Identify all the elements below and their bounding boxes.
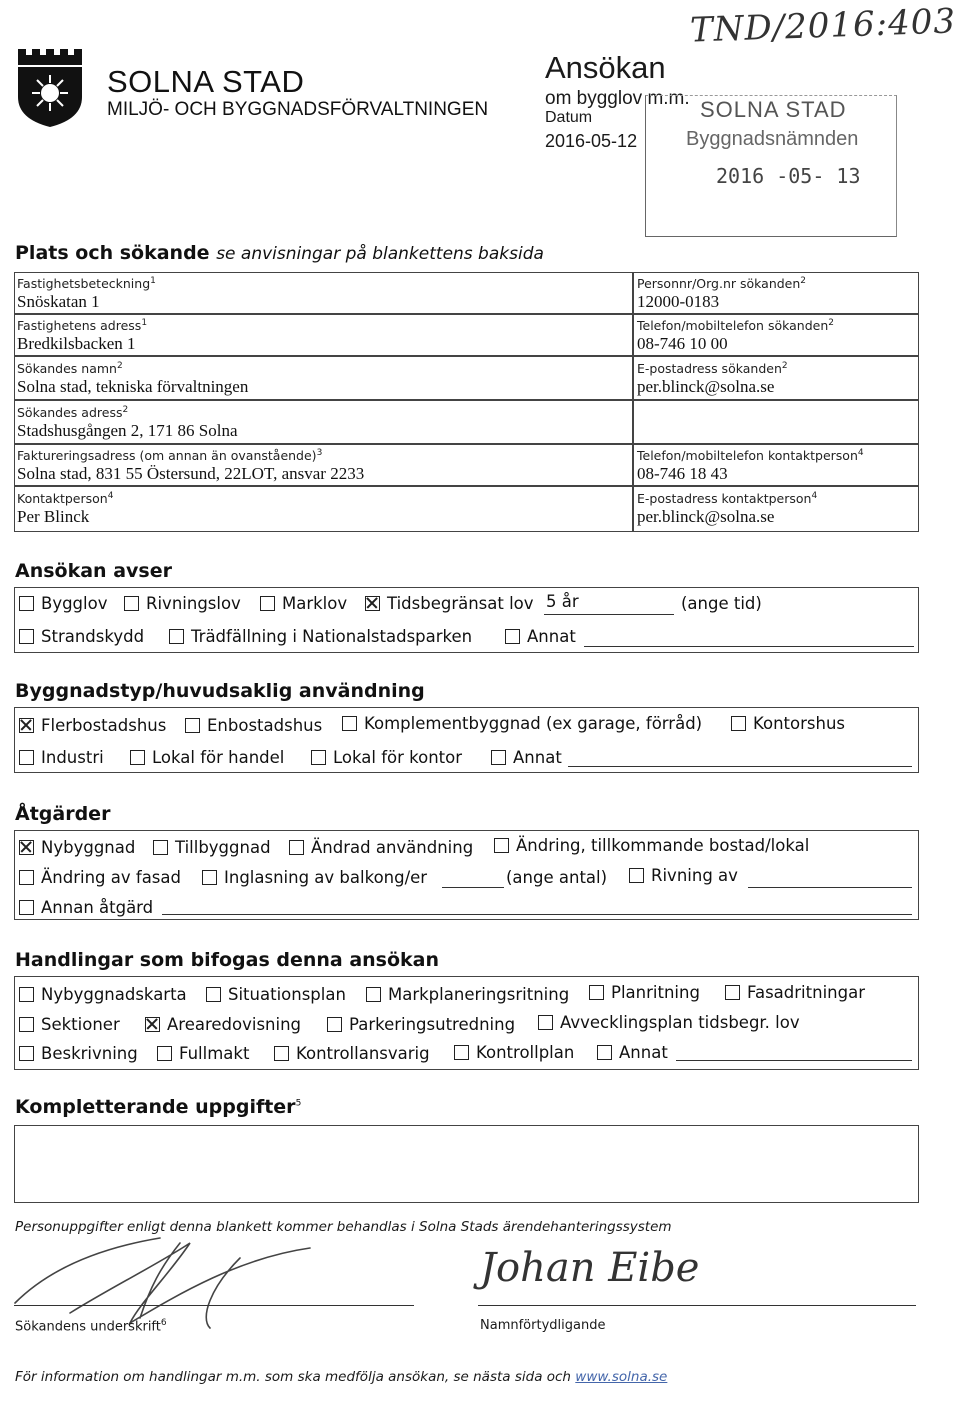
option-annat-application[interactable]: Annat: [505, 627, 576, 646]
phone-label: Telefon/mobiltelefon sökanden$^2$: [637, 318, 834, 334]
email-value[interactable]: per.blinck@solna.se: [637, 377, 775, 396]
checkbox[interactable]: [19, 750, 34, 765]
option-annat-attachments[interactable]: Annat: [597, 1043, 668, 1062]
checkbox[interactable]: [19, 900, 34, 915]
checkbox[interactable]: [130, 750, 145, 765]
checkbox[interactable]: [505, 629, 520, 644]
checkbox[interactable]: [185, 718, 200, 733]
checkbox[interactable]: [202, 870, 217, 885]
option-planritning[interactable]: Planritning: [589, 983, 700, 1002]
solna-coat-of-arms-logo: [14, 45, 86, 130]
option-annat-building[interactable]: Annat: [491, 748, 562, 767]
option-strandskydd[interactable]: Strandskydd: [19, 627, 144, 646]
checkbox[interactable]: [731, 716, 746, 731]
option-fasadritningar[interactable]: Fasadritningar: [725, 983, 865, 1002]
section-title-supplement: Kompletterande uppgifter$^5$: [15, 1096, 302, 1118]
checkbox[interactable]: [153, 840, 168, 855]
checkbox[interactable]: [491, 750, 506, 765]
checkbox[interactable]: [454, 1045, 469, 1060]
contact-label: Kontaktperson$^4$: [17, 491, 114, 507]
document-title: Ansökan: [545, 50, 666, 85]
checkbox[interactable]: [289, 840, 304, 855]
option-andrad-anvandning[interactable]: Ändrad användning: [289, 838, 473, 857]
applicant-address-value[interactable]: Stadshusgången 2, 171 86 Solna: [17, 421, 238, 440]
option-avvecklingsplan[interactable]: Avvecklingsplan tidsbegr. lov: [538, 1013, 800, 1032]
org-department: MILJÖ- OCH BYGGNADSFÖRVALTNINGEN: [107, 99, 489, 120]
option-markplaneringsritning[interactable]: Markplaneringsritning: [366, 985, 569, 1004]
checkbox[interactable]: [274, 1046, 289, 1061]
email-label: E-postadress sökanden$^2$: [637, 361, 788, 377]
option-enbostadshus[interactable]: Enbostadshus: [185, 716, 322, 735]
applicant-name-value[interactable]: Solna stad, tekniska förvaltningen: [17, 377, 249, 396]
document-subtitle: om bygglov m.m.: [545, 88, 690, 109]
option-parkeringsutredning[interactable]: Parkeringsutredning: [327, 1015, 515, 1034]
option-andring-tillkommande[interactable]: Ändring, tillkommande bostad/lokal: [494, 836, 809, 855]
section-title-place: [15, 242, 544, 264]
contact-phone-value[interactable]: 08-746 18 43: [637, 464, 728, 483]
checkbox[interactable]: [19, 629, 34, 644]
section-title-attachments: Handlingar som bifogas denna ansökan: [15, 949, 440, 971]
date-value: 2016-05-12: [545, 131, 638, 151]
checkbox[interactable]: [19, 870, 34, 885]
option-sektioner[interactable]: Sektioner: [19, 1015, 120, 1034]
personal-data-note: Personuppgifter enligt denna blankett kommer behandlas i Solna Stads ärendehanteringssystem: [15, 1219, 672, 1235]
section-title-actions: Åtgärder: [15, 803, 111, 825]
printed-name-handwritten: Johan Eibe: [480, 1245, 700, 1291]
org-name: SOLNA STAD: [107, 64, 305, 99]
section-title-application: Ansökan avser: [15, 560, 172, 582]
stamp-date: 2016 -05- 13: [716, 164, 861, 188]
checkbox[interactable]: [169, 629, 184, 644]
checkbox[interactable]: [19, 1046, 34, 1061]
checkbox[interactable]: [538, 1015, 553, 1030]
signature-line: [14, 1305, 414, 1306]
name-clarification-label: Namnförtydligande: [480, 1318, 606, 1333]
name-line: [478, 1305, 916, 1306]
checkbox[interactable]: [725, 985, 740, 1000]
option-nybyggnadskarta[interactable]: Nybyggnadskarta: [19, 985, 187, 1004]
address-value[interactable]: Bredkilsbacken 1: [17, 334, 136, 353]
checkbox-checked[interactable]: [145, 1017, 160, 1032]
applicant-table: [14, 272, 919, 532]
checkbox[interactable]: [342, 716, 357, 731]
count-hint: (ange antal): [506, 868, 608, 887]
address-label: Fastighetens adress$^1$: [17, 318, 148, 334]
applicant-name-label: Sökandes namn$^2$: [17, 361, 123, 377]
stamp-department: Byggnadsnämnden: [686, 128, 859, 150]
checkbox[interactable]: [124, 596, 139, 611]
option-komplementbyggnad[interactable]: Komplementbyggnad (ex garage, förråd): [342, 714, 702, 733]
info-note: För information om handlingar m.m. som ska medfölja ansökan, se nästa sida och www.solna.se: [15, 1369, 668, 1385]
website-link[interactable]: www.solna.se: [575, 1369, 668, 1385]
contact-email-value[interactable]: per.blinck@solna.se: [637, 507, 775, 526]
option-situationsplan[interactable]: Situationsplan: [206, 985, 346, 1004]
contact-phone-label: Telefon/mobiltelefon kontaktperson$^4$: [637, 448, 864, 464]
option-kontorshus[interactable]: Kontorshus: [731, 714, 845, 733]
checkbox[interactable]: [311, 750, 326, 765]
checkbox-checked[interactable]: [19, 840, 34, 855]
option-inglasning[interactable]: Inglasning av balkong/er: [202, 868, 427, 887]
section-place-title-text: Plats och sökande: [15, 242, 210, 264]
applicant-address-label: Sökandes adress$^2$: [17, 405, 129, 421]
section-title-building: Byggnadstyp/huvudsaklig användning: [15, 680, 425, 702]
checkbox[interactable]: [327, 1017, 342, 1032]
checkbox[interactable]: [260, 596, 275, 611]
option-annan-atgard[interactable]: Annan åtgärd: [19, 898, 153, 917]
date-label: Datum: [545, 109, 593, 126]
checkbox[interactable]: [19, 596, 34, 611]
checkbox[interactable]: [629, 868, 644, 883]
option-tillbyggnad[interactable]: Tillbyggnad: [153, 838, 271, 857]
section-place-subtitle: se anvisningar på blankettens baksida: [216, 244, 544, 264]
option-nybyggnad[interactable]: Nybyggnad: [19, 838, 135, 857]
option-rivningslov[interactable]: Rivningslov: [124, 594, 241, 613]
phone-value[interactable]: 08-746 10 00: [637, 334, 728, 353]
option-kontrollansvarig[interactable]: Kontrollansvarig: [274, 1044, 430, 1063]
contact-email-label: E-postadress kontaktperson$^4$: [637, 491, 818, 507]
option-arearedovisning[interactable]: Arearedovisning: [145, 1015, 301, 1034]
property-label: Fastighetsbeteckning$^1$: [17, 276, 156, 292]
option-bygglov[interactable]: Bygglov: [19, 594, 107, 613]
option-tidsbegransat-lov[interactable]: Tidsbegränsat lov: [365, 594, 534, 613]
duration-hint: (ange tid): [681, 594, 762, 613]
option-flerbostadshus[interactable]: Flerbostadshus: [19, 716, 166, 735]
property-value[interactable]: Snöskatan 1: [17, 292, 100, 311]
orgnr-value[interactable]: 12000-0183: [637, 292, 720, 311]
option-andring-fasad[interactable]: Ändring av fasad: [19, 868, 181, 887]
option-lokal-kontor[interactable]: Lokal för kontor: [311, 748, 462, 767]
option-beskrivning[interactable]: Beskrivning: [19, 1044, 138, 1063]
option-tradfallning[interactable]: Trädfällning i Nationalstadsparken: [169, 627, 472, 646]
option-fullmakt[interactable]: Fullmakt: [157, 1044, 249, 1063]
checkbox[interactable]: [597, 1045, 612, 1060]
option-rivning-av[interactable]: Rivning av: [629, 866, 738, 885]
handwritten-reference: TND/2016:403: [689, 1, 957, 51]
billing-address-value[interactable]: Solna stad, 831 55 Östersund, 22LOT, ansvar 2233: [17, 464, 365, 483]
checkbox[interactable]: [366, 987, 381, 1002]
contact-value[interactable]: Per Blinck: [17, 507, 90, 526]
duration-value[interactable]: 5 år: [546, 592, 579, 611]
supplement-textarea[interactable]: [14, 1125, 919, 1203]
orgnr-label: Personnr/Org.nr sökanden$^2$: [637, 276, 807, 292]
billing-address-label: Faktureringsadress (om annan än ovanstående)$^3$: [17, 448, 323, 464]
checkbox-checked[interactable]: [19, 718, 34, 733]
checkbox[interactable]: [157, 1046, 172, 1061]
checkbox[interactable]: [19, 987, 34, 1002]
signature-label: Sökandens underskrift$^6$: [15, 1318, 167, 1335]
option-industri[interactable]: Industri: [19, 748, 104, 767]
stamp-org: SOLNA STAD: [700, 97, 847, 122]
checkbox[interactable]: [206, 987, 221, 1002]
option-marklov[interactable]: Marklov: [260, 594, 347, 613]
option-kontrollplan[interactable]: Kontrollplan: [454, 1043, 574, 1062]
option-lokal-handel[interactable]: Lokal för handel: [130, 748, 284, 767]
checkbox[interactable]: [589, 985, 604, 1000]
checkbox[interactable]: [494, 838, 509, 853]
checkbox[interactable]: [19, 1017, 34, 1032]
checkbox-checked[interactable]: [365, 596, 380, 611]
